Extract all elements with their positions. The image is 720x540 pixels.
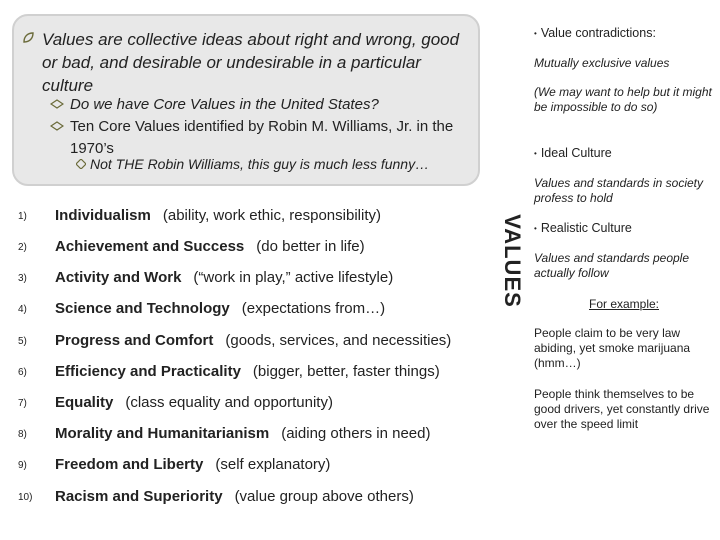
bullet-dot-icon: • [534, 224, 537, 234]
value-note: (“work in play,” active lifestyle) [193, 269, 394, 286]
value-name: Activity and Work [55, 269, 182, 286]
sub-sub-point-text: Not THE Robin Williams, this guy is much less funny… [90, 156, 430, 172]
drop-bullet-icon [50, 121, 64, 131]
ideal-description: Values and standards in society profess to hold [534, 176, 703, 205]
list-item [18, 488, 498, 510]
list-number: 8) [18, 429, 27, 440]
ideal-heading: • Ideal Culture [534, 146, 612, 160]
list-item [18, 394, 498, 416]
value-note: (value group above others) [234, 488, 414, 505]
list-number: 1) [18, 211, 27, 222]
list-number: 9) [18, 460, 27, 471]
sub-point-2-text: Ten Core Values identified by Robin M. Williams, Jr. in the 1970’s [70, 118, 454, 157]
example-heading: For example: [588, 297, 660, 311]
list-item [18, 238, 498, 260]
value-note: (do better in life) [256, 238, 365, 255]
value-note: (aiding others in need) [281, 425, 431, 442]
value-name: Racism and Superiority [55, 488, 223, 505]
value-name: Individualism [55, 207, 151, 224]
leaf-bullet-icon [22, 32, 34, 44]
contradictions-heading: • Value contradictions: [534, 26, 656, 40]
contradictions-sub: Mutually exclusive values [534, 56, 670, 70]
value-name: Equality [55, 394, 114, 411]
value-name: Efficiency and Practicality [55, 363, 241, 380]
list-number: 7) [18, 398, 27, 409]
list-number: 5) [18, 336, 27, 347]
list-number: 10) [18, 492, 33, 503]
list-number: 2) [18, 242, 27, 253]
list-number: 3) [18, 273, 27, 284]
list-item [18, 207, 498, 229]
contradictions-note: (We may want to help but it might be impossible to do so) [534, 85, 712, 114]
list-item [18, 332, 498, 354]
drop-bullet-icon [50, 99, 64, 109]
sub-point-1-text: Do we have Core Values in the United States? [70, 96, 379, 113]
value-name: Achievement and Success [55, 238, 245, 255]
realistic-heading: • Realistic Culture [534, 221, 632, 235]
value-name: Morality and Humanitarianism [55, 425, 270, 442]
list-number: 4) [18, 304, 27, 315]
example-1: People claim to be very law abiding, yet smoke marijuana (hmm…) [534, 326, 691, 370]
list-item [18, 300, 498, 322]
value-name: Progress and Comfort [55, 332, 214, 349]
value-note: (goods, services, and necessities) [225, 332, 452, 349]
value-name: Freedom and Liberty [55, 456, 204, 473]
value-note: (ability, work ethic, responsibility) [162, 207, 381, 224]
bullet-dot-icon: • [534, 149, 537, 159]
side-label-text: VALUES [500, 214, 525, 308]
value-note: (self explanatory) [215, 456, 331, 473]
side-label [500, 200, 524, 320]
list-item [18, 269, 498, 291]
list-number: 6) [18, 367, 27, 378]
list-item [18, 363, 498, 385]
value-name: Science and Technology [55, 300, 230, 317]
main-point: Values are collective ideas about right and wrong, good or bad, and desirable or undesirable in a particular culture [42, 30, 460, 95]
value-note: (bigger, better, faster things) [252, 363, 440, 380]
realistic-description: Values and standards people actually follow [534, 251, 690, 280]
bullet-dot-icon: • [534, 29, 537, 39]
diamond-bullet-icon [76, 159, 86, 169]
list-item [18, 425, 498, 447]
value-note: (expectations from…) [241, 300, 386, 317]
value-note: (class equality and opportunity) [125, 394, 333, 411]
list-item [18, 456, 498, 478]
example-2: People think themselves to be good drivers, yet constantly drive over the speed limit [534, 387, 710, 431]
